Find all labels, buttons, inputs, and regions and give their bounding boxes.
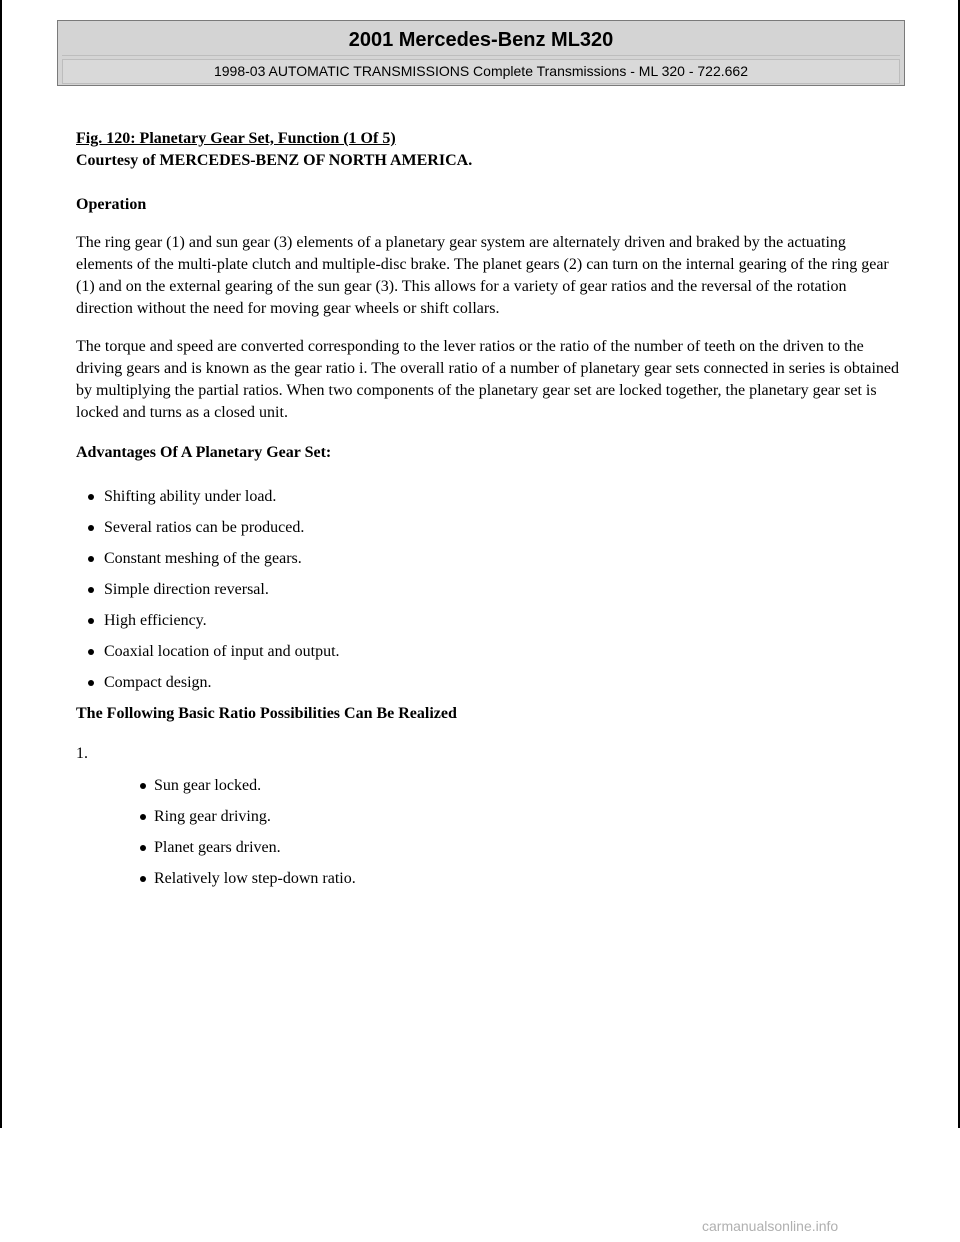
bullet-icon [88, 525, 94, 531]
list-item: Constant meshing of the gears. [88, 548, 906, 570]
bullet-icon [140, 876, 146, 882]
list-item: Coaxial location of input and output. [88, 641, 906, 663]
footer-watermark: carmanualsonline.info [702, 1218, 839, 1234]
list-item: Compact design. [88, 672, 906, 694]
figure-caption-link[interactable]: Fig. 120: Planetary Gear Set, Function (1 Of 5) [76, 130, 396, 147]
bullet-icon [88, 680, 94, 686]
operation-paragraph-1: The ring gear (1) and sun gear (3) elements of a planetary gear system are alternately driven and braked by the actuating elements of the multi-plate clutch and multiple-disc brake. The planet gears (2) can turn on the internal gearing of the ring gear (1) and on the external gearing of the sun gear (3). This allows for a variety of gear ratios and the reversal of the rotation direction without the need for moving gear wheels or shift collars. [76, 234, 889, 317]
ratio-number: 1. [76, 745, 88, 762]
list-item: Shifting ability under load. [88, 486, 906, 508]
list-item: Sun gear locked. [140, 775, 906, 797]
list-item: Simple direction reversal. [88, 579, 906, 601]
operation-heading: Operation [76, 196, 147, 213]
list-item: Ring gear driving. [140, 806, 906, 828]
bullet-icon [88, 494, 94, 500]
list-item: Several ratios can be produced. [88, 517, 906, 539]
bullet-icon [88, 649, 94, 655]
bullet-icon [140, 845, 146, 851]
advantages-heading: Advantages Of A Planetary Gear Set: [76, 444, 332, 461]
document-content [76, 128, 906, 899]
list-item: High efficiency. [88, 610, 906, 632]
list-item: Relatively low step-down ratio. [140, 868, 906, 890]
list-item: Planet gears driven. [140, 837, 906, 859]
bullet-icon [88, 587, 94, 593]
bullet-icon [88, 618, 94, 624]
page-border-left [0, 0, 2, 1128]
bullet-icon [140, 814, 146, 820]
advantages-list [76, 486, 906, 694]
document-header [57, 20, 905, 86]
header-title: 2001 Mercedes-Benz ML320 [62, 25, 900, 56]
ratios-list [76, 743, 906, 890]
bullet-icon [88, 556, 94, 562]
operation-paragraph-2: The torque and speed are converted corresponding to the lever ratios or the ratio of the number of teeth on the driven to the driving gears and is known as the gear ratio i. The overall ratio of a number of planetary gear sets connected in series is obtained by multiplying the partial ratios. When two components of the planetary gear set are locked together, the planetary gear set is locked and turns as a closed unit. [76, 338, 899, 421]
figure-courtesy: Courtesy of MERCEDES-BENZ OF NORTH AMERICA. [76, 152, 473, 169]
bullet-icon [140, 783, 146, 789]
ratio-sublist [76, 775, 906, 890]
header-subtitle: 1998-03 AUTOMATIC TRANSMISSIONS Complete Transmissions - ML 320 - 722.662 [62, 59, 900, 84]
ratios-heading: The Following Basic Ratio Possibilities Can Be Realized [76, 705, 457, 722]
